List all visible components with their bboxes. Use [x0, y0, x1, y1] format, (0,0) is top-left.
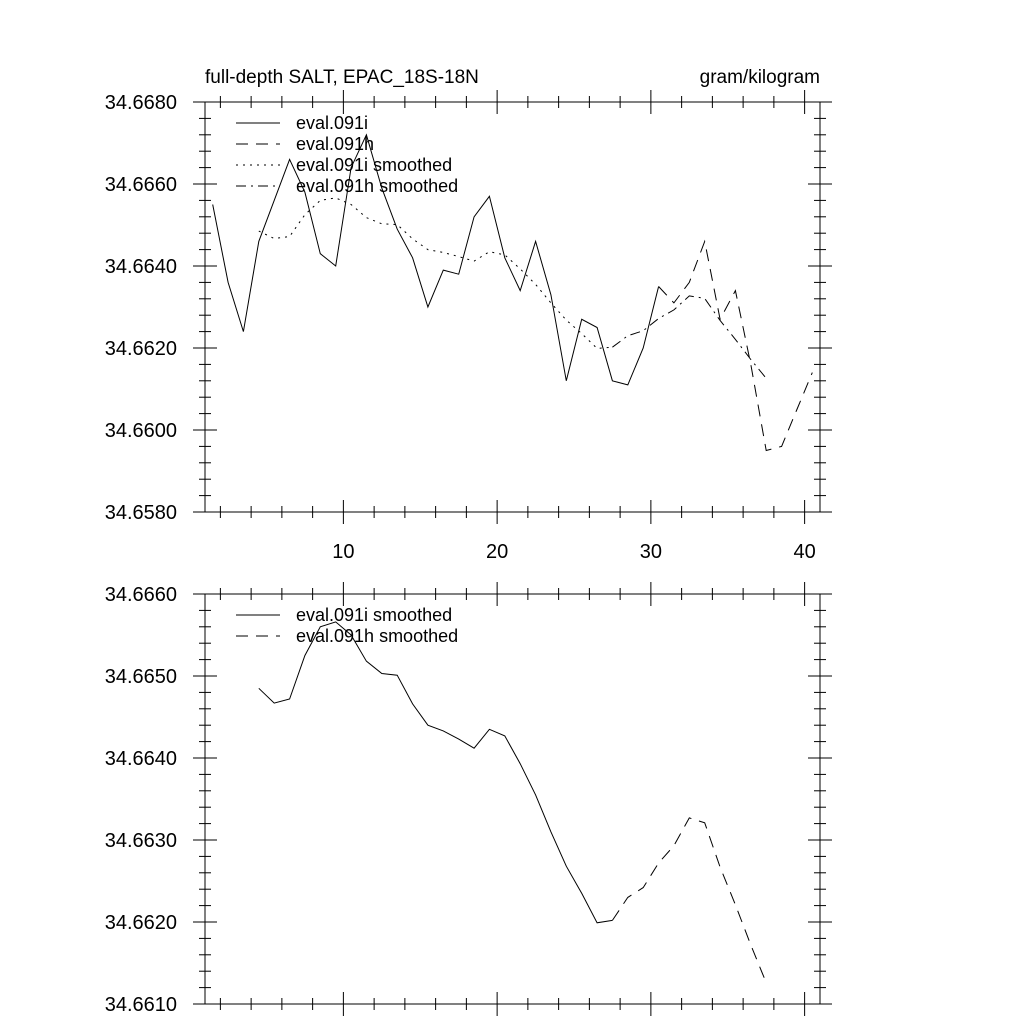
chart-units: gram/kilogram	[699, 67, 820, 88]
bottom-axis-ticks	[105, 582, 832, 1016]
bottom-y-tick-label: 34.6650	[104, 666, 177, 688]
top-x-tick-label: 40	[793, 541, 816, 563]
top-legend	[236, 113, 458, 196]
top-x-tick-label: 30	[639, 541, 662, 563]
bottom-y-tick-label: 34.6620	[104, 912, 177, 934]
bottom-legend-label-2: eval.091h smoothed	[296, 626, 459, 646]
bottom-series-line-2	[612, 818, 766, 983]
bottom-y-tick-label: 34.6610	[104, 994, 177, 1016]
top-y-tick-label: 34.6640	[104, 256, 177, 278]
top-series-line-2	[659, 241, 813, 450]
top-y-tick-label: 34.6600	[104, 420, 177, 442]
top-y-tick-label: 34.6620	[104, 338, 177, 360]
top-panel	[105, 67, 832, 563]
top-legend-label-4: eval.091h smoothed	[296, 176, 459, 196]
bottom-y-tick-label: 34.6660	[104, 584, 177, 606]
top-legend-label-3: eval.091i smoothed	[296, 155, 453, 175]
top-x-tick-label: 20	[486, 541, 509, 563]
bottom-series-line-1	[259, 622, 613, 923]
chart-title: full-depth SALT, EPAC_18S-18N	[205, 67, 479, 88]
bottom-panel	[105, 582, 832, 1016]
top-legend-label-1: eval.091i	[296, 113, 369, 133]
top-y-tick-label: 34.6580	[104, 502, 177, 524]
bottom-y-tick-label: 34.6630	[104, 830, 177, 852]
top-axis-ticks	[105, 90, 832, 563]
bottom-plot-frame	[205, 594, 820, 1004]
top-y-tick-label: 34.6680	[104, 92, 177, 114]
top-y-tick-label: 34.6660	[104, 174, 177, 196]
top-legend-label-2: eval.091h	[296, 134, 375, 154]
bottom-y-tick-label: 34.6640	[104, 748, 177, 770]
bottom-legend	[236, 605, 458, 646]
top-x-tick-label: 10	[332, 541, 355, 563]
bottom-legend-label-1: eval.091i smoothed	[296, 605, 453, 625]
bottom-series-group	[259, 622, 766, 983]
